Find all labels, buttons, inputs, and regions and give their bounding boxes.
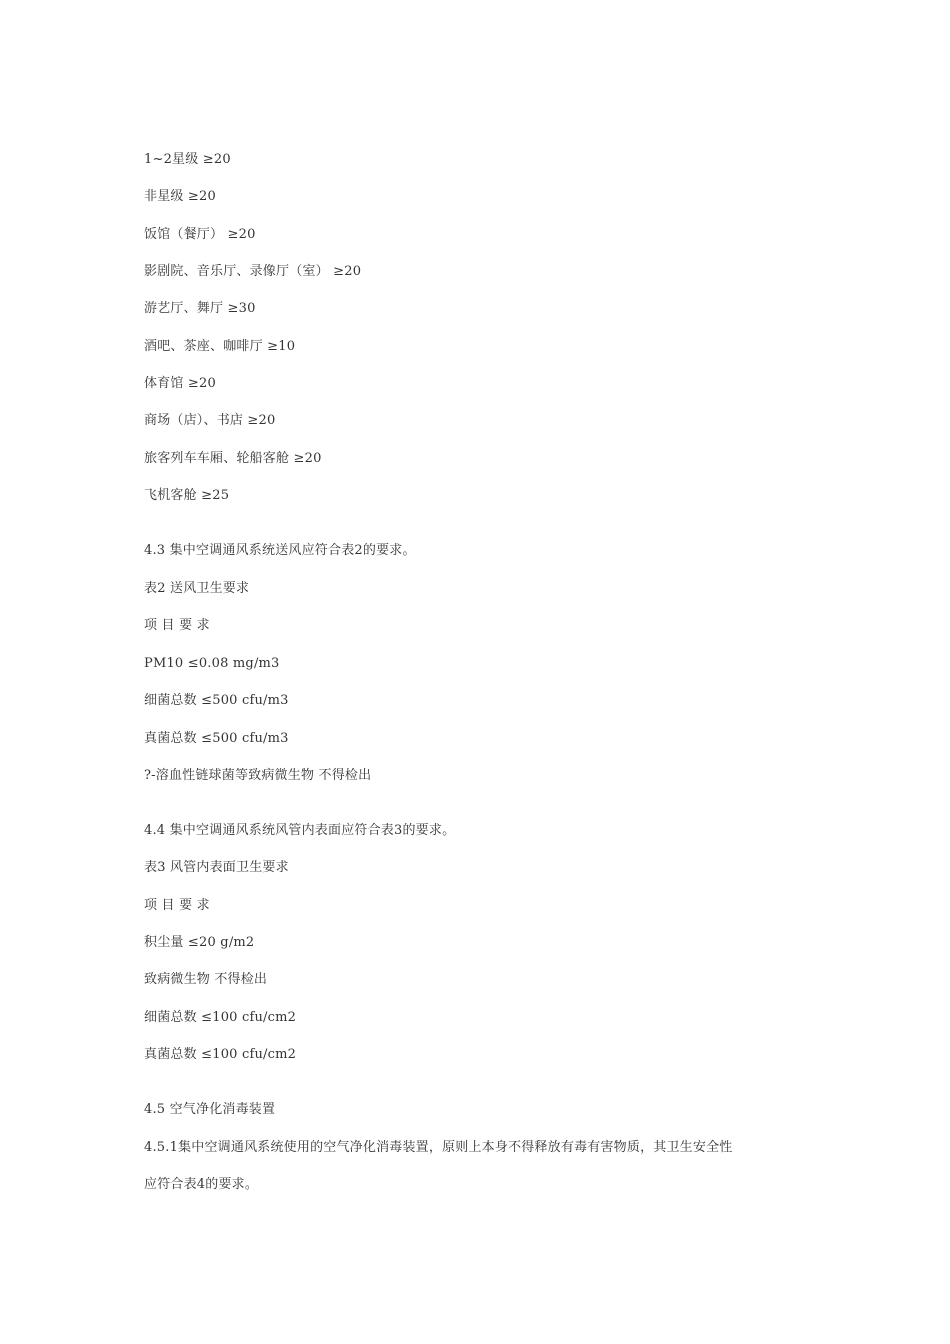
- paragraph-line: 4.5.1集中空调通风系统使用的空气净化消毒装置，原则上本身不得释放有毒有害物质，其卫生安全性: [144, 1140, 733, 1155]
- table2-row: 细菌总数 ≤500 cfu/m3: [144, 693, 289, 708]
- table-header: 项 目 要 求: [144, 898, 210, 913]
- table1-row: 飞机客舱 ≥25: [144, 488, 230, 503]
- table-header: 项 目 要 求: [144, 618, 210, 633]
- table1-row: 1~2星级 ≥20: [144, 152, 231, 167]
- table1-row: 饭馆（餐厅） ≥20: [144, 227, 256, 242]
- table1-row: 商场（店）、书店 ≥20: [144, 413, 276, 428]
- table-title: 表2 送风卫生要求: [144, 581, 250, 596]
- section-heading: 4.3 集中空调通风系统送风应符合表2的要求。: [144, 543, 416, 558]
- section-heading: 4.5 空气净化消毒装置: [144, 1102, 276, 1117]
- table-title: 表3 风管内表面卫生要求: [144, 860, 289, 875]
- table1-row: 体育馆 ≥20: [144, 376, 216, 391]
- table1-row: 旅客列车车厢、轮船客舱 ≥20: [144, 451, 322, 466]
- table2-row: ?-溶血性链球菌等致病微生物 不得检出: [144, 768, 372, 783]
- table2-row: 真菌总数 ≤500 cfu/m3: [144, 731, 289, 746]
- paragraph-line: 应符合表4的要求。: [144, 1177, 259, 1192]
- table3-row: 真菌总数 ≤100 cfu/cm2: [144, 1047, 297, 1062]
- table3-row: 细菌总数 ≤100 cfu/cm2: [144, 1010, 297, 1025]
- table1-row: 非星级 ≥20: [144, 189, 216, 204]
- table1-row: 影剧院、音乐厅、录像厅（室） ≥20: [144, 264, 362, 279]
- table1-row: 游艺厅、舞厅 ≥30: [144, 301, 256, 316]
- table3-row: 致病微生物 不得检出: [144, 972, 268, 987]
- table1-row: 酒吧、茶座、咖啡厅 ≥10: [144, 339, 296, 354]
- section-heading: 4.4 集中空调通风系统风管内表面应符合表3的要求。: [144, 823, 456, 838]
- table3-row: 积尘量 ≤20 g/m2: [144, 935, 255, 950]
- table2-row: PM10 ≤0.08 mg/m3: [144, 656, 280, 671]
